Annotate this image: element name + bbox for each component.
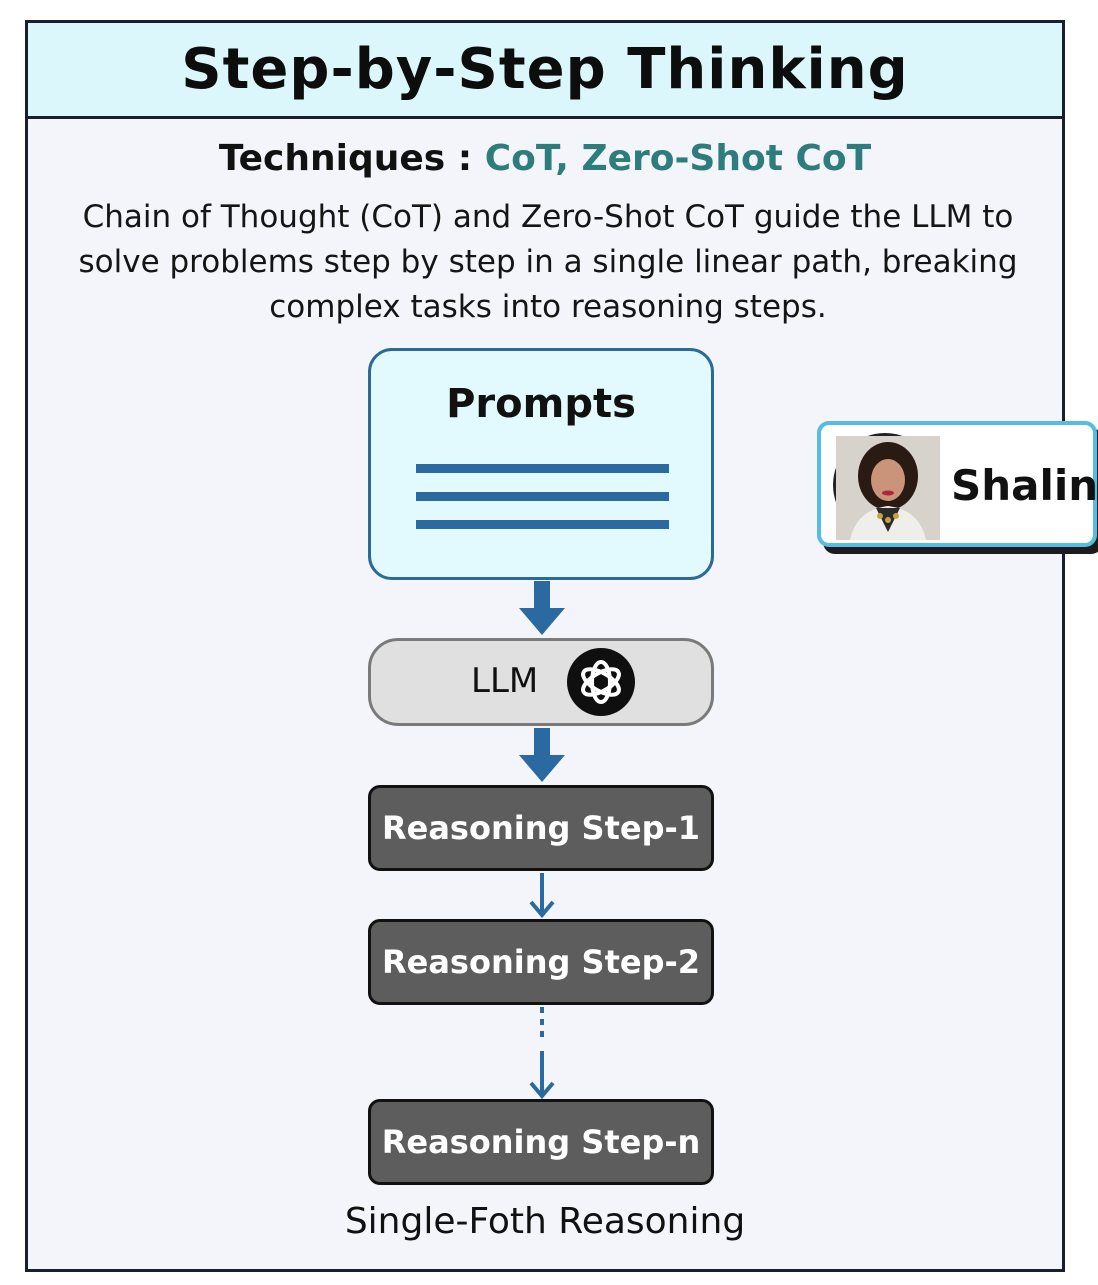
reasoning-step-1: Reasoning Step-1 [368, 785, 714, 871]
arrow-llm-to-step1-icon [519, 728, 565, 782]
dotted-connector-icon [531, 1007, 553, 1096]
reasoning-step-n: Reasoning Step-n [368, 1099, 714, 1185]
reasoning-step-2: Reasoning Step-2 [368, 919, 714, 1005]
diagram-frame [25, 20, 1065, 1272]
techniques-value: CoT, Zero-Shot CoT [484, 138, 872, 179]
flow-arrows [28, 23, 1068, 1273]
diagram-caption: Single-Foth Reasoning [344, 1201, 746, 1242]
author-card [817, 421, 1097, 547]
avatar [833, 433, 937, 537]
page-title: Step-by-Step Thinking [181, 37, 909, 102]
prompts-label: Prompts [446, 381, 636, 427]
arrow-prompts-to-llm-icon [519, 581, 565, 635]
author-name: Shalin [951, 461, 1098, 510]
techniques-label: Techniques : [218, 138, 473, 179]
description-text: Chain of Thought (CoT) and Zero-Shot CoT guide the LLM to solve problems step by step in a single linear path, breaking complex tasks into reasoning steps. [78, 199, 1018, 325]
arrow-step1-to-step2-icon [531, 873, 553, 915]
llm-label: LLM [471, 661, 539, 701]
